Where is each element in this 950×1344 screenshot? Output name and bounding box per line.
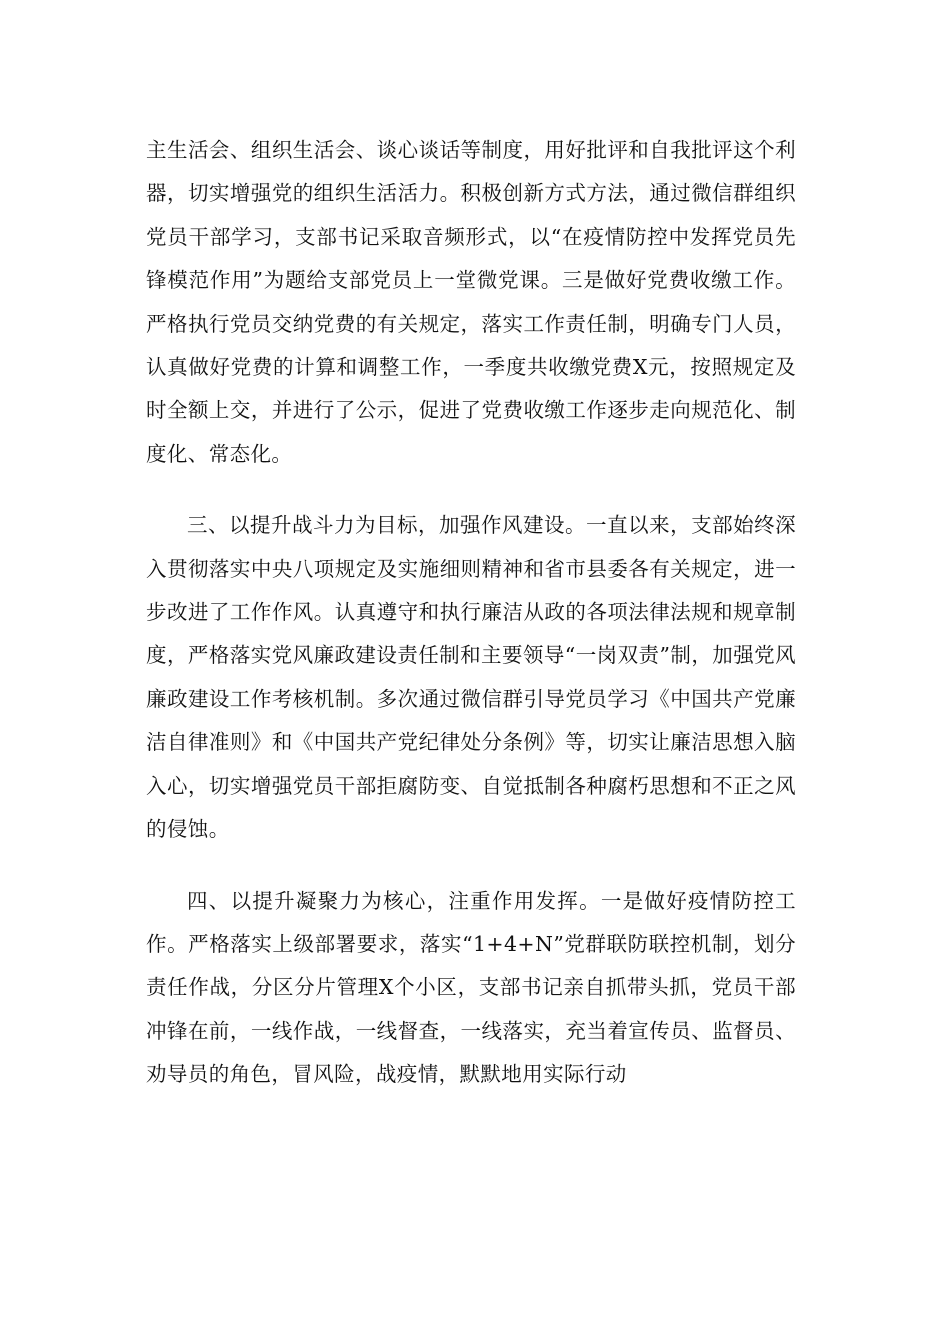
document-body	[146, 129, 796, 1097]
paragraph-section-three: 三、以提升战斗力为目标，加强作风建设。一直以来，支部始终深入贯彻落实中央八项规定及实施细则精神和省市县委各有关规定，进一步改进了工作作风。认真遵守和执行廉洁从政的各项法律法规和规章制度，严格落实党风廉政建设责任制和主要领导“一岗双责”制，加强党风廉政建设工作考核机制。多次通过微信群引导党员学习《中国共产党廉洁自律准则》和《中国共产党纪律处分条例》等，切实让廉洁思想入脑入心，切实增强党员干部拒腐防变、自觉抵制各种腐朽思想和不正之风的侵蚀。	[146, 513, 796, 842]
paragraph-spacer	[146, 852, 796, 880]
paragraph-spacer	[146, 476, 796, 504]
paragraph-continuation: 主生活会、组织生活会、谈心谈话等制度，用好批评和自我批评这个利器，切实增强党的组织生活活力。积极创新方式方法，通过微信群组织党员干部学习，支部书记采取音频形式，以“在疫情防控中发挥党员先锋模范作用”为题给支部党员上一堂微党课。三是做好党费收缴工作。严格执行党员交纳党费的有关规定，落实工作责任制，明确专门人员，认真做好党费的计算和调整工作，一季度共收缴党费X元，按照规定及时全额上交，并进行了公示，促进了党费收缴工作逐步走向规范化、制度化、常态化。	[146, 138, 796, 466]
paragraph-section-four: 四、以提升凝聚力为核心，注重作用发挥。一是做好疫情防控工作。严格落实上级部署要求，落实“1+4+N”党群联防联控机制，划分责任作战，分区分片管理X个小区，支部书记亲自抓带头抓，党员干部冲锋在前，一线作战，一线督查，一线落实，充当着宣传员、监督员、劝导员的角色，冒风险，战疫情，默默地用实际行动	[146, 888, 796, 1087]
